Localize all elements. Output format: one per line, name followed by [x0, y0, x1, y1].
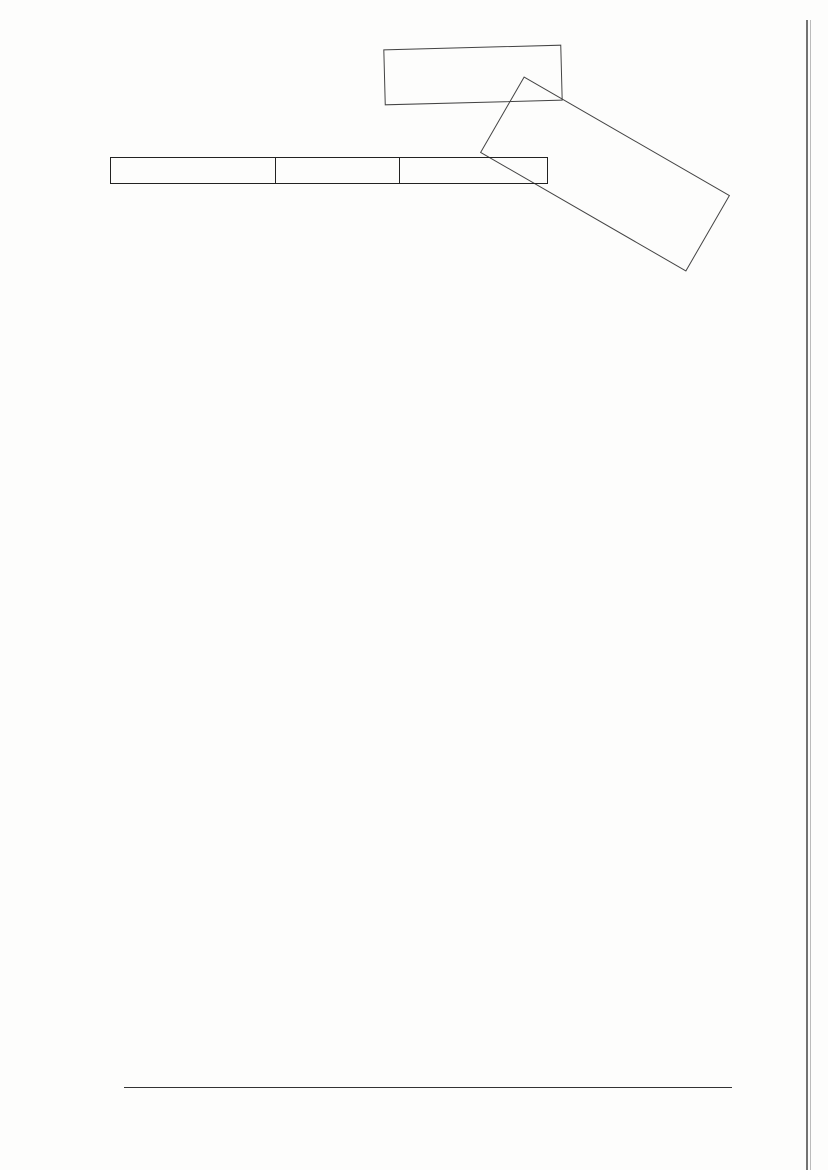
declassified-stamp-en [520, 85, 724, 203]
table33-header-employed [400, 158, 548, 184]
table33-header-segment [111, 158, 276, 184]
declassified-stamp-fr [520, 85, 724, 203]
footer-rule [124, 1087, 732, 1088]
page-edge-line-secondary [810, 20, 811, 1170]
page-edge-line [806, 20, 808, 1170]
table33-header-nationality [276, 158, 400, 184]
table33 [110, 157, 548, 184]
